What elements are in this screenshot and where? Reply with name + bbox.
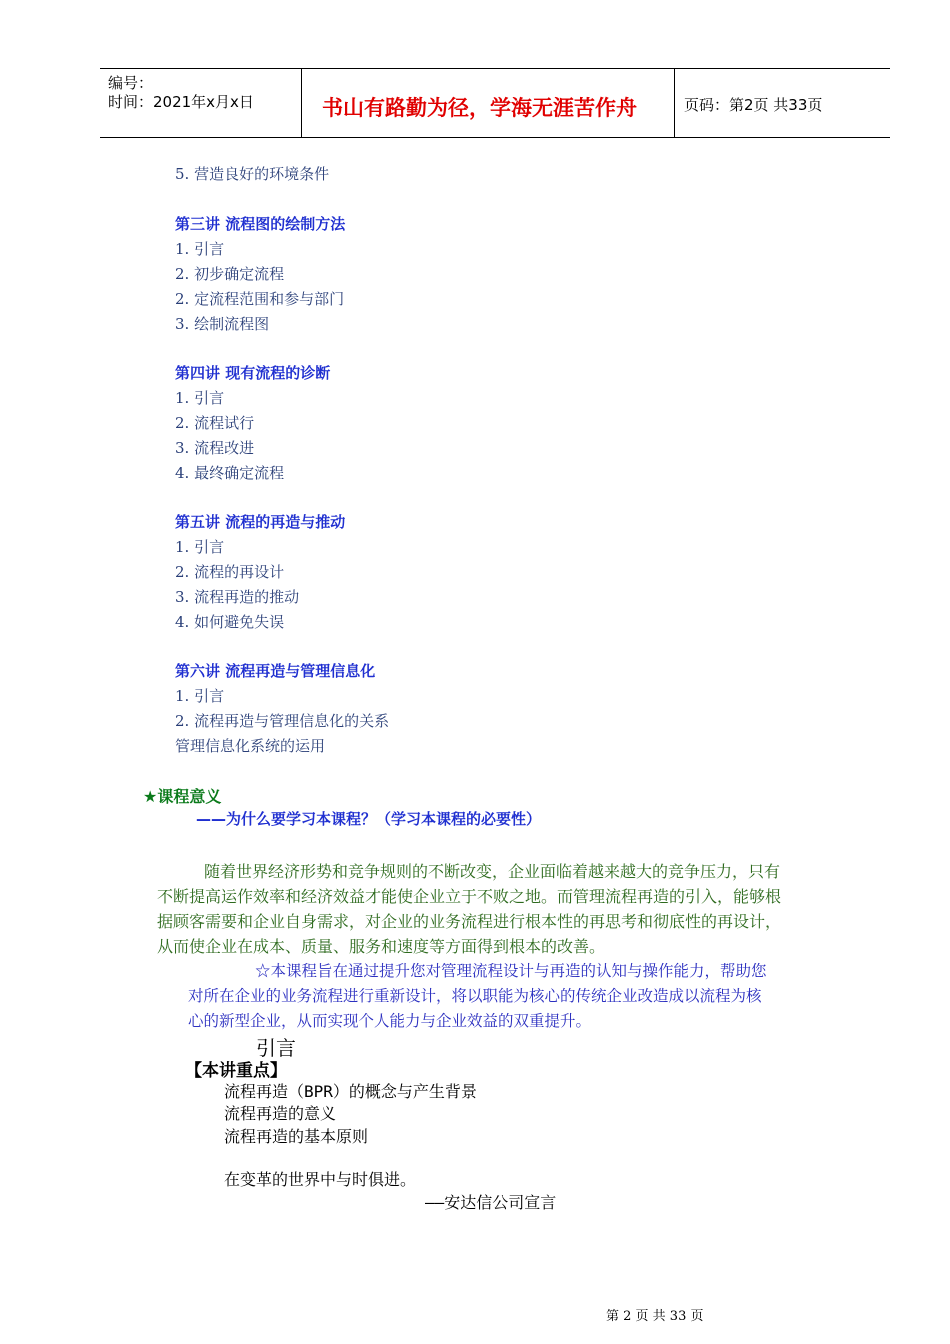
outline-item: 4. 如何避免失误 <box>175 613 285 631</box>
paragraph-line: 随着世界经济形势和竞争规则的不断改变，企业面临着越来越大的竞争压力，只有 <box>204 862 781 881</box>
outline-item: 2. 流程的再设计 <box>175 563 285 581</box>
quote: 在变革的世界中与时俱进。 <box>224 1170 417 1189</box>
key-point: 流程再造（BPR）的概念与产生背景 <box>224 1082 477 1101</box>
section-title: ★课程意义 <box>143 787 222 806</box>
paragraph-line: 据顾客需要和企业自身需求，对企业的业务流程进行根本性的再思考和彻底性的再设计， <box>157 912 782 931</box>
paragraph-line: 从而使企业在成本、质量、服务和速度等方面得到根本的改善。 <box>157 937 606 956</box>
header-divider <box>301 69 302 137</box>
header-time-label: 时间：2021年x月x日 <box>108 93 254 111</box>
outline-item: 2. 流程再造与管理信息化的关系 <box>175 712 390 730</box>
header-motto: 书山有路勤为径，学海无涯苦作舟 <box>322 96 637 120</box>
highlight-line: ☆本课程旨在通过提升您对管理流程设计与再造的认知与操作能力，帮助您 <box>255 962 767 980</box>
lecture-title: 第三讲 流程图的绘制方法 <box>175 215 346 233</box>
section-subtitle: ——为什么要学习本课程？（学习本课程的必要性） <box>196 810 542 828</box>
lecture-title: 第四讲 现有流程的诊断 <box>175 364 331 382</box>
outline-item: 5. 营造良好的环境条件 <box>175 165 330 183</box>
outline-item: 3. 绘制流程图 <box>175 315 270 333</box>
header-number-label: 编号： <box>108 74 154 92</box>
intro-title: 引言 <box>256 1036 296 1060</box>
lecture-title: 第六讲 流程再造与管理信息化 <box>175 662 376 680</box>
quote-source: ——安达信公司宣言 <box>425 1193 557 1212</box>
paragraph-line: 不断提高运作效率和经济效益才能使企业立于不败之地。而管理流程再造的引入，能够根 <box>157 887 782 906</box>
outline-item: 管理信息化系统的运用 <box>175 737 326 755</box>
outline-item: 1. 引言 <box>175 389 225 407</box>
header-page-label: 页码：第2页 共33页 <box>684 96 823 114</box>
outline-item: 2. 定流程范围和参与部门 <box>175 290 345 308</box>
page-footer: 第 2 页 共 33 页 <box>606 1309 704 1324</box>
outline-item: 3. 流程改进 <box>175 439 255 457</box>
key-point: 流程再造的意义 <box>224 1104 337 1123</box>
header-divider <box>674 69 675 137</box>
key-point: 流程再造的基本原则 <box>224 1127 369 1146</box>
lecture-title: 第五讲 流程的再造与推动 <box>175 513 346 531</box>
outline-item: 1. 引言 <box>175 538 225 556</box>
key-points-label: 【本讲重点】 <box>185 1061 287 1081</box>
highlight-line: 对所在企业的业务流程进行重新设计，将以职能为核心的传统企业改造成以流程为核 <box>188 987 762 1005</box>
highlight-line: 心的新型企业，从而实现个人能力与企业效益的双重提升。 <box>188 1012 592 1030</box>
outline-item: 1. 引言 <box>175 687 225 705</box>
outline-item: 1. 引言 <box>175 240 225 258</box>
outline-item: 2. 流程试行 <box>175 414 255 432</box>
outline-item: 4. 最终确定流程 <box>175 464 285 482</box>
outline-item: 2. 初步确定流程 <box>175 265 285 283</box>
outline-item: 3. 流程再造的推动 <box>175 588 300 606</box>
